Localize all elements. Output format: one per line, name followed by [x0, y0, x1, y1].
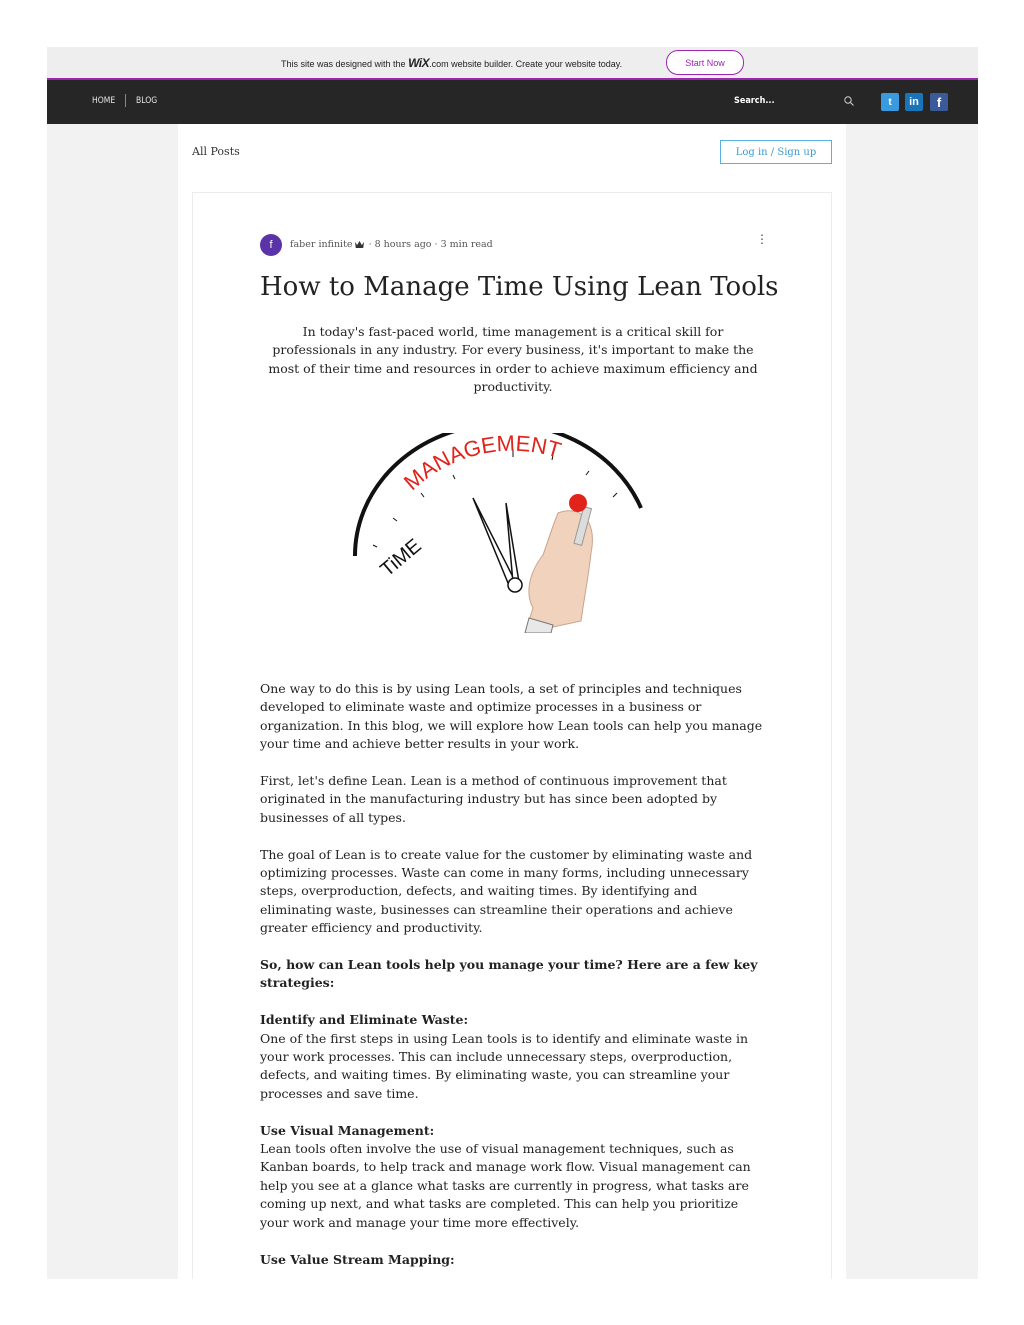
post-title: How to Manage Time Using Lean Tools — [260, 272, 779, 302]
post-time: 8 hours ago — [374, 239, 432, 250]
author-avatar[interactable]: f — [260, 234, 282, 256]
section-heading-value-stream: Use Value Stream Mapping: — [260, 1251, 455, 1267]
facebook-icon[interactable]: f — [930, 93, 948, 111]
wix-banner — [47, 47, 978, 80]
body-paragraph-3: The goal of Lean is to create value for the customer by eliminating waste and optimizing processes. Waste can come in many forms, including unnecessary steps, overproduction, defects, and waiting times. By identifying and eliminating waste, businesses can streamline their operations and achieve greater efficiency and productivity. — [260, 846, 753, 936]
section-text-waste: One of the first steps in using Lean tools is to identify and eliminate waste in your work processes. This can include unnecessary steps, overproduction, defects, and waiting times. By eliminating waste, you can streamline your processes and save time. — [260, 1030, 749, 1101]
section-heading-visual: Use Visual Management: — [260, 1122, 435, 1138]
body-paragraph-2: First, let's define Lean. Lean is a method of continuous improvement that originated in the manufacturing industry but has since been adopted by businesses of all types. — [260, 773, 727, 825]
login-signup-button[interactable]: Log in / Sign up — [720, 140, 832, 164]
search-input[interactable]: Search... — [734, 96, 775, 106]
blog-page — [178, 124, 846, 1279]
twitter-icon[interactable]: t — [881, 93, 899, 111]
site-frame — [47, 47, 978, 1279]
nav-divider — [125, 94, 126, 107]
wix-logo: WiX — [408, 56, 430, 70]
read-time: 3 min read — [440, 239, 493, 250]
body-paragraph-1: One way to do this is by using Lean tools, a set of principles and techniques developed to eliminate waste and optimize processes in a business or organization. In this blog, we will explore how Lean tools can help you manage your time and achieve better results in your work. — [260, 681, 763, 752]
nav-blog[interactable]: BLOG — [136, 96, 158, 106]
all-posts-link[interactable]: All Posts — [192, 145, 240, 158]
image-lettering-management: MANAGEMENT — [398, 433, 565, 495]
more-options-icon[interactable]: ⋮ — [756, 232, 768, 246]
section-heading-waste: Identify and Eliminate Waste: — [260, 1012, 469, 1028]
section-text-visual: Lean tools often involve the use of visual management techniques, such as Kanban boards, to help track and manage work flow. Visual management can help you see at a glance what tasks are currently in progress, what tasks are coming up next, and what tasks are completed. This can help you prioritize your work and manage your time more effectively. — [260, 1141, 751, 1230]
author-name[interactable]: faber infinite — [290, 239, 353, 250]
nav-home[interactable]: HOME — [92, 96, 116, 106]
crown-icon — [355, 241, 364, 248]
strategies-heading: So, how can Lean tools help you manage your time? Here are a few key strategies: — [260, 957, 758, 991]
image-lettering-time: TiME — [376, 534, 426, 582]
wix-banner-message: This site was designed with the WiX.com website builder. Create your website today. — [281, 56, 623, 70]
start-now-button[interactable]: Start Now — [666, 50, 744, 75]
top-nav — [47, 80, 978, 124]
post-card — [192, 192, 832, 1279]
time-management-image — [353, 433, 653, 633]
post-intro: In today's fast-paced world, time management is a critical skill for professionals in any industry. For every business, it's important to make the most of their time and resources in order to achieve maximum efficiency and productivity. — [268, 324, 758, 395]
post-body — [260, 680, 770, 1279]
post-meta: faber infinite · 8 hours ago · 3 min read — [290, 239, 493, 250]
linkedin-icon[interactable]: in — [905, 93, 923, 111]
search-icon[interactable] — [844, 96, 854, 106]
